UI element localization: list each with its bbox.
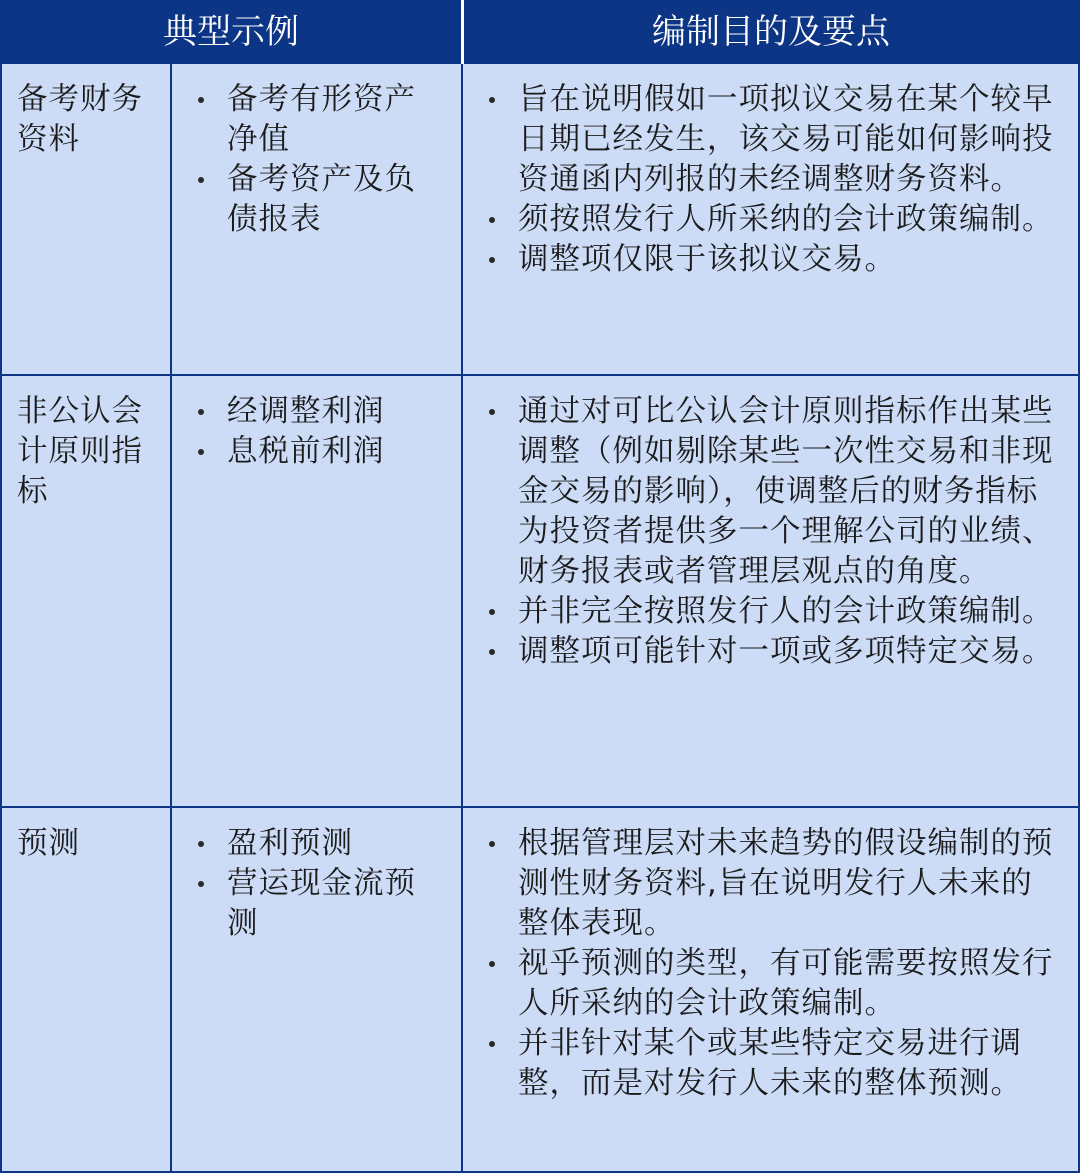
table-row: [0, 64, 1080, 374]
row-title: 非公认会计原则指标: [17, 394, 143, 509]
examples-cell: [171, 376, 462, 806]
grid-line: [0, 806, 1080, 808]
row-title: 备考财务资料: [17, 82, 143, 157]
point-item: 根据管理层对未来趋势的假设编制的预测性财务资料,旨在说明发行人未来的整体表现。: [462, 824, 1080, 944]
grid-line: [0, 64, 2, 1173]
header-purpose-and-key-points: 编制目的及要点: [652, 12, 890, 52]
point-item: 调整项可能针对一项或多项特定交易。: [462, 632, 1080, 672]
example-item: 备考有形资产净值: [171, 80, 462, 160]
example-item: 经调整利润: [171, 392, 462, 432]
example-item: 息税前利润: [171, 432, 462, 472]
example-item: 备考资产及负债报表: [171, 160, 462, 240]
points-cell: [462, 64, 1080, 374]
grid-line: [461, 64, 463, 1173]
grid-line: [170, 64, 172, 1173]
grid-line: [0, 374, 1080, 376]
point-item: 通过对可比公认会计原则指标作出某些调整（例如剔除某些一次性交易和非现金交易的影响），使调整后的财务指标为投资者提供多一个理解公司的业绩、财务报表或者管理层观点的角度。: [462, 392, 1080, 592]
point-item: 调整项仅限于该拟议交易。: [462, 240, 1080, 280]
table-header: [0, 0, 1080, 64]
examples-cell: [171, 64, 462, 374]
point-item: 旨在说明假如一项拟议交易在某个较早日期已经发生，该交易可能如何影响投资通函内列报的未经调整财务资料。: [462, 80, 1080, 200]
points-cell: [462, 808, 1080, 1173]
example-item: 盈利预测: [171, 824, 462, 864]
header-typical-examples: 典型示例: [163, 12, 299, 52]
point-item: 并非完全按照发行人的会计政策编制。: [462, 592, 1080, 632]
table-row: [0, 376, 1080, 806]
example-item: 营运现金流预测: [171, 864, 462, 944]
point-item: 须按照发行人所采纳的会计政策编制。: [462, 200, 1080, 240]
row-title: 预测: [17, 826, 80, 861]
points-cell: [462, 376, 1080, 806]
examples-cell: [171, 808, 462, 1173]
point-item: 视乎预测的类型，有可能需要按照发行人所采纳的会计政策编制。: [462, 944, 1080, 1024]
header-divider: [461, 0, 464, 64]
table-row: [0, 808, 1080, 1173]
point-item: 并非针对某个或某些特定交易进行调整，而是对发行人未来的整体预测。: [462, 1024, 1080, 1104]
